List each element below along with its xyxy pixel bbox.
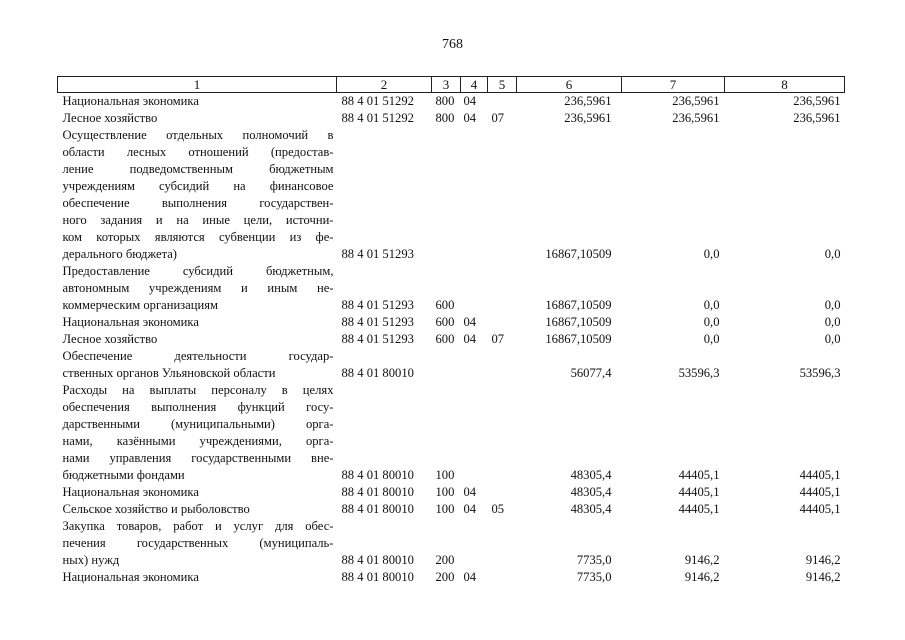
row-name <box>58 518 337 569</box>
subsection-code: 07 <box>491 111 505 125</box>
table-row <box>58 110 845 127</box>
target-code: 88 4 01 80010 <box>341 502 414 516</box>
target-code: 88 4 01 80010 <box>341 553 414 567</box>
section-code: 04 <box>463 315 477 329</box>
amount-col8: 44405,1 <box>799 485 841 499</box>
subsection-code: 07 <box>491 332 505 346</box>
column-header: 1 <box>58 77 337 93</box>
row-name <box>58 331 337 348</box>
row-name <box>58 484 337 501</box>
row-name <box>58 263 337 314</box>
subsection-code <box>488 93 517 111</box>
amount-col6: 16867,10509 <box>545 332 612 346</box>
budget-table <box>57 76 845 586</box>
row-name <box>58 569 337 586</box>
amount-col6: 16867,10509 <box>545 298 612 312</box>
amount-col6: 16867,10509 <box>545 315 612 329</box>
table-row <box>58 263 845 314</box>
section-code: 04 <box>463 570 477 584</box>
row-name-line: бюджетными фондами <box>62 468 185 482</box>
section-code: 04 <box>463 485 477 499</box>
row-name-line: ление подведомственным бюджетным <box>62 162 334 176</box>
column-header: 2 <box>337 77 432 93</box>
table-row <box>58 569 845 586</box>
target-code: 88 4 01 51292 <box>341 111 414 125</box>
subsection-code: 05 <box>491 502 505 516</box>
amount-col8: 0,0 <box>824 298 841 312</box>
expense-type: 800 <box>435 111 455 125</box>
column-header: 7 <box>622 77 725 93</box>
column-header: 4 <box>461 77 488 93</box>
expense-type <box>432 348 461 382</box>
expense-type: 800 <box>435 94 455 108</box>
row-name-line: ком которых являются субвенции из фе- <box>62 230 334 244</box>
row-name-line: Национальная экономика <box>62 94 199 108</box>
amount-col7: 9146,2 <box>684 570 720 584</box>
row-name-line: учреждениям субсидий на финансовое <box>62 179 334 193</box>
row-name-line: автономным учреждениям и иным не- <box>62 281 334 295</box>
subsection-code <box>488 263 517 314</box>
target-code: 88 4 01 80010 <box>341 366 414 380</box>
table-row <box>58 127 845 263</box>
amount-col8: 0,0 <box>824 332 841 346</box>
table-row <box>58 501 845 518</box>
amount-col6: 7735,0 <box>576 553 612 567</box>
row-name-line: Сельское хозяйство и рыболовство <box>62 502 250 516</box>
section-code <box>461 518 488 569</box>
row-name-line: ственных органов Ульяновской области <box>62 366 276 380</box>
table-header-row <box>58 77 845 93</box>
row-name-line: нами, казёнными учреждениями, орга- <box>62 434 334 448</box>
page-number: 768 <box>442 37 463 52</box>
row-name-line: ных) нужд <box>62 553 120 567</box>
row-name-line: нами управления государственными вне- <box>62 451 334 465</box>
target-code: 88 4 01 80010 <box>341 485 414 499</box>
expense-type: 100 <box>435 502 455 516</box>
table-row <box>58 382 845 484</box>
row-name <box>58 382 337 484</box>
section-code <box>461 382 488 484</box>
amount-col7: 44405,1 <box>678 485 720 499</box>
target-code: 88 4 01 51293 <box>341 315 414 329</box>
expense-type: 100 <box>435 468 455 482</box>
amount-col7: 236,5961 <box>672 94 720 108</box>
amount-col6: 7735,0 <box>576 570 612 584</box>
amount-col8: 9146,2 <box>805 570 841 584</box>
row-name-line: Лесное хозяйство <box>62 111 158 125</box>
row-name-line: Лесное хозяйство <box>62 332 158 346</box>
amount-col7: 0,0 <box>703 298 720 312</box>
subsection-code <box>488 314 517 331</box>
amount-col8: 236,5961 <box>793 94 841 108</box>
subsection-code <box>488 127 517 263</box>
target-code: 88 4 01 80010 <box>341 468 414 482</box>
target-code: 88 4 01 51293 <box>341 247 414 261</box>
table-row <box>58 484 845 501</box>
column-header: 8 <box>725 77 845 93</box>
section-code <box>461 127 488 263</box>
amount-col8: 236,5961 <box>793 111 841 125</box>
table-row <box>58 331 845 348</box>
amount-col6: 236,5961 <box>564 94 612 108</box>
column-header: 6 <box>517 77 622 93</box>
subsection-code <box>488 348 517 382</box>
table-row <box>58 314 845 331</box>
expense-type <box>432 127 461 263</box>
amount-col6: 16867,10509 <box>545 247 612 261</box>
row-name-line: коммерческим организациям <box>62 298 218 312</box>
row-name <box>58 314 337 331</box>
amount-col8: 53596,3 <box>799 366 841 380</box>
row-name-line: дарственными (муниципальными) орга- <box>62 417 334 431</box>
amount-col8: 44405,1 <box>799 502 841 516</box>
section-code <box>461 263 488 314</box>
section-code: 04 <box>463 111 477 125</box>
row-name-line: области лесных отношений (предостав- <box>62 145 334 159</box>
row-name <box>58 127 337 263</box>
row-name-line: дерального бюджета) <box>62 247 178 261</box>
row-name <box>58 501 337 518</box>
amount-col7: 0,0 <box>703 332 720 346</box>
section-code: 04 <box>463 94 477 108</box>
column-header: 5 <box>488 77 517 93</box>
amount-col6: 48305,4 <box>570 468 612 482</box>
amount-col7: 9146,2 <box>684 553 720 567</box>
amount-col6: 48305,4 <box>570 485 612 499</box>
row-name-line: Обеспечение деятельности государ- <box>62 349 334 363</box>
section-code <box>461 348 488 382</box>
row-name <box>58 110 337 127</box>
amount-col7: 44405,1 <box>678 502 720 516</box>
subsection-code <box>488 382 517 484</box>
column-header: 3 <box>432 77 461 93</box>
row-name-line: обеспечение выполнения государствен- <box>62 196 334 210</box>
amount-col8: 0,0 <box>824 315 841 329</box>
amount-col8: 9146,2 <box>805 553 841 567</box>
expense-type: 200 <box>435 570 455 584</box>
row-name-line: печения государственных (муниципаль- <box>62 536 334 550</box>
subsection-code <box>488 569 517 586</box>
expense-type: 200 <box>435 553 455 567</box>
target-code: 88 4 01 51292 <box>341 94 414 108</box>
amount-col6: 236,5961 <box>564 111 612 125</box>
amount-col7: 0,0 <box>703 247 720 261</box>
target-code: 88 4 01 51293 <box>341 332 414 346</box>
amount-col7: 236,5961 <box>672 111 720 125</box>
amount-col7: 53596,3 <box>678 366 720 380</box>
row-name-line: Предоставление субсидий бюджетным, <box>62 264 334 278</box>
expense-type: 100 <box>435 485 455 499</box>
row-name-line: Национальная экономика <box>62 485 199 499</box>
expense-type: 600 <box>435 332 455 346</box>
table-row <box>58 518 845 569</box>
amount-col8: 0,0 <box>824 247 841 261</box>
row-name-line: ного задания и на иные цели, источни- <box>62 213 334 227</box>
amount-col8: 44405,1 <box>799 468 841 482</box>
row-name-line: Расходы на выплаты персоналу в целях <box>62 383 334 397</box>
section-code: 04 <box>463 502 477 516</box>
row-name-line: Национальная экономика <box>62 570 199 584</box>
row-name <box>58 348 337 382</box>
section-code: 04 <box>463 332 477 346</box>
target-code: 88 4 01 80010 <box>341 570 414 584</box>
row-name-line: Осуществление отдельных полномочий в <box>62 128 334 142</box>
subsection-code <box>488 484 517 501</box>
amount-col6: 48305,4 <box>570 502 612 516</box>
table-row <box>58 348 845 382</box>
amount-col7: 0,0 <box>703 315 720 329</box>
table-row <box>58 93 845 111</box>
amount-col6: 56077,4 <box>570 366 612 380</box>
amount-col7: 44405,1 <box>678 468 720 482</box>
expense-type: 600 <box>435 315 455 329</box>
expense-type: 600 <box>435 298 455 312</box>
target-code: 88 4 01 51293 <box>341 298 414 312</box>
row-name-line: Закупка товаров, работ и услуг для обес- <box>62 519 334 533</box>
subsection-code <box>488 518 517 569</box>
row-name-line: Национальная экономика <box>62 315 199 329</box>
row-name-line: обеспечения выполнения функций госу- <box>62 400 334 414</box>
row-name <box>58 93 337 111</box>
